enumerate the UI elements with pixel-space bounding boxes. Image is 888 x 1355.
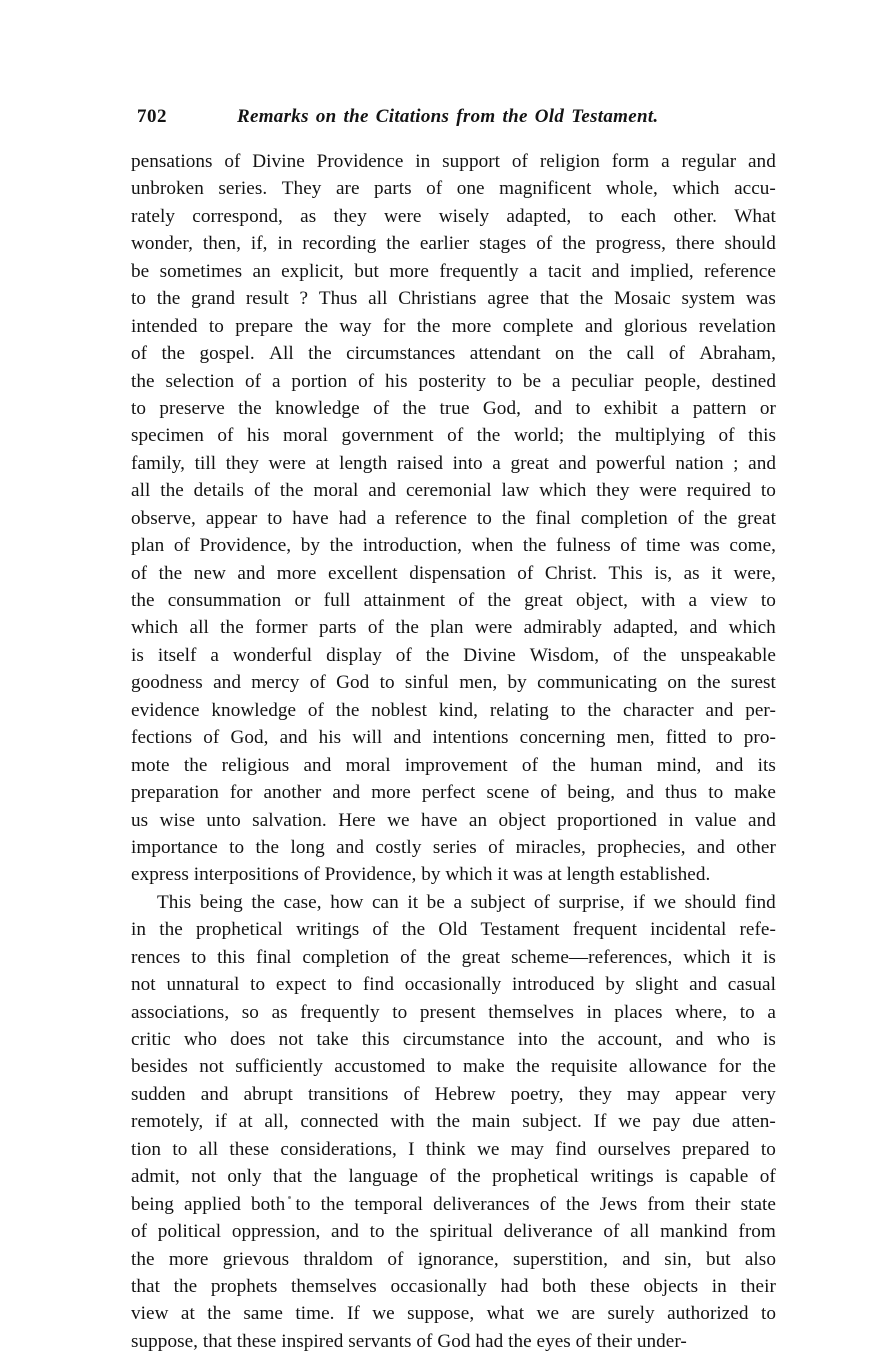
text-line: view at the same time. If we suppose, what we are surely authorized to	[131, 1303, 776, 1325]
text-line: evidence knowledge of the noblest kind, relating to the character and per-	[131, 699, 776, 721]
text-line: besides not sufficiently accustomed to make the requisite allowance for the	[131, 1056, 776, 1078]
text-line: is itself a wonderful display of the Divine Wisdom, of the unspeakable	[131, 644, 776, 666]
text-line: preparation for another and more perfect scene of being, and thus to make	[131, 782, 776, 804]
text-line: plan of Providence, by the introduction, when the fulness of time was come,	[131, 535, 776, 557]
text-line: us wise unto salvation. Here we have an object proportioned in value and	[131, 809, 776, 831]
running-head	[137, 106, 751, 132]
text-line: mote the religious and moral improvement of the human mind, and its	[131, 754, 776, 776]
text-line: that the prophets themselves occasionally had both these objects in their	[131, 1275, 776, 1297]
text-line: associations, so as frequently to present themselves in places where, to a	[131, 1001, 776, 1023]
text-line: the consummation or full attainment of the great object, with a view to	[131, 590, 776, 611]
text-line: of the new and more excellent dispensation of Christ. This is, as it were,	[131, 562, 776, 584]
text-line: the more grievous thraldom of ignorance, superstition, and sin, but also	[131, 1248, 776, 1270]
text-line: of the gospel. All the circumstances attendant on the call of Abraham,	[131, 343, 776, 365]
text-line: remotely, if at all, connected with the main subject. If we pay due atten-	[131, 1111, 776, 1133]
page-number: 702	[137, 106, 167, 127]
text-line: fections of God, and his will and intentions concerning men, fitted to pro-	[131, 727, 776, 749]
text-line: unbroken series. They are parts of one magnificent whole, which accu-	[131, 178, 776, 200]
text-line: to the grand result ? Thus all Christians agree that the Mosaic system was	[131, 288, 776, 310]
text-line: tion to all these considerations, I think we may find ourselves prepared to	[131, 1138, 776, 1160]
text-line: to preserve the knowledge of the true God, and to exhibit a pattern or	[131, 397, 776, 419]
text-line: importance to the long and costly series of miracles, prophecies, and other	[131, 836, 776, 858]
text-line: family, till they were at length raised into a great and powerful nation ; and	[131, 452, 776, 474]
text-line: intended to prepare the way for the more complete and glorious revelation	[131, 315, 776, 337]
running-head-title: Remarks on the Citations from the Old Testament.	[237, 106, 659, 127]
text-line: the selection of a portion of his posterity to be a peculiar people, destined	[131, 370, 776, 392]
text-line: all the details of the moral and ceremonial law which they were required to	[131, 480, 776, 502]
text-line: of political oppression, and to the spiritual deliverance of all mankind from	[131, 1221, 776, 1243]
text-line: critic who does not take this circumstance into the account, and who is	[131, 1029, 776, 1050]
text-line: be sometimes an explicit, but more frequently a tacit and implied, reference	[131, 260, 776, 282]
text-line: rences to this final completion of the great scheme—references, which it is	[131, 946, 776, 968]
text-line: rately correspond, as they were wisely adapted, to each other. What	[131, 205, 776, 227]
text-line: sudden and abrupt transitions of Hebrew poetry, they may appear very	[131, 1083, 776, 1105]
text-line: goodness and mercy of God to sinful men, by communicating on the surest	[131, 672, 776, 694]
text-line: which all the former parts of the plan were admirably adapted, and which	[131, 617, 776, 639]
text-line: in the prophetical writings of the Old Testament frequent incidental refe-	[131, 919, 776, 941]
text-line: admit, not only that the language of the prophetical writings is capable of	[131, 1166, 776, 1188]
text-line: observe, appear to have had a reference to the final completion of the great	[131, 507, 776, 529]
text-line: pensations of Divine Providence in support of religion form a regular and	[131, 151, 776, 172]
text-line: express interpositions of Providence, by which it was at length established.	[131, 864, 711, 886]
text-line: being applied both to the temporal deliverances of the Jews from their state	[131, 1193, 776, 1215]
text-line: specimen of his moral government of the world; the multiplying of this	[131, 425, 776, 447]
text-line: This being the case, how can it be a subject of surprise, if we should find	[157, 891, 776, 913]
text-line: not unnatural to expect to find occasionally introduced by slight and casual	[131, 974, 776, 996]
body-text-block	[131, 148, 776, 1355]
ink-speck	[288, 1196, 291, 1199]
text-line: suppose, that these inspired servants of God had the eyes of their under-	[131, 1330, 687, 1352]
text-line: wonder, then, if, in recording the earlier stages of the progress, there should	[131, 233, 776, 255]
